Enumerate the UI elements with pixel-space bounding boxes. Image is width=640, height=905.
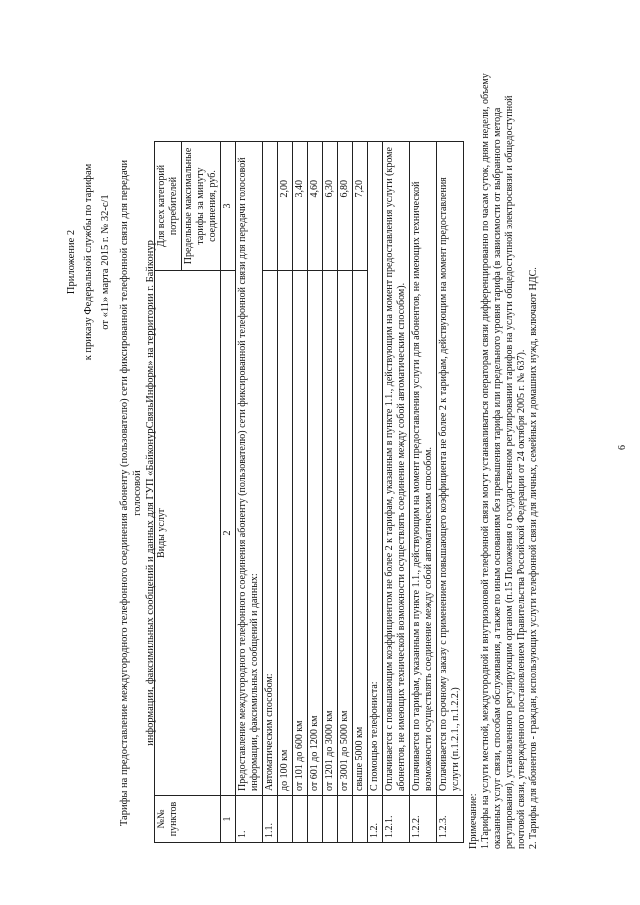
row-num: 1.2. bbox=[368, 796, 383, 843]
tariff-value: 6,30 bbox=[323, 142, 338, 271]
title-line-2: информации, факсимильных сообщений и данных для ГУП «БайконурСвязьИнформ» на территории г. Байконур bbox=[145, 240, 156, 746]
tariff-value: 3,40 bbox=[293, 142, 308, 271]
header-max-tariff: Предельные максимальные тарифы за минуту соединения, руб. bbox=[182, 142, 221, 271]
tariff-value: 4,60 bbox=[308, 142, 323, 271]
distance-label: от 101 до 600 км bbox=[293, 271, 308, 796]
header-num: №№ пунктов bbox=[155, 796, 221, 843]
tariff-value: 6,80 bbox=[338, 142, 353, 271]
table-row bbox=[338, 142, 353, 843]
table-header-row bbox=[155, 142, 182, 843]
notes-section bbox=[468, 59, 540, 849]
order-reference: к приказу Федеральной службы по тарифам bbox=[83, 163, 94, 361]
row-text: Оплачивается по тарифам, указанным в пункте 1.1., действующим на момент предоставления услуги для абонентов, не имеющих технической возможности осуществлять соединение между собой автоматическим способом. bbox=[410, 142, 437, 796]
header-services: Виды услуг bbox=[155, 271, 221, 796]
distance-label: до 100 км bbox=[278, 271, 293, 796]
row-text: Предоставление междугородного телефонного соединения абоненту (пользователю) сети фиксированной телефонной связи для передачи голосовой информации, факсимильных сообщений и данных: bbox=[236, 142, 263, 796]
header-number: 1 bbox=[221, 796, 236, 843]
table-row bbox=[368, 142, 383, 843]
row-num: 1.2.2. bbox=[410, 796, 437, 843]
header-number-row bbox=[221, 142, 236, 843]
document-header bbox=[63, 112, 114, 412]
distance-label: свыше 5000 км bbox=[353, 271, 368, 796]
row-num: 1. bbox=[236, 796, 263, 843]
row-num: 1.2.1. bbox=[383, 796, 410, 843]
note-2: 2. Тарифы для абонентов - граждан, использующих услуги телефонной связи для личных, семейных и домашних нужд, включают НДС. bbox=[528, 267, 539, 849]
tariff-value: 2,00 bbox=[278, 142, 293, 271]
table-row bbox=[236, 142, 263, 843]
page-title bbox=[118, 143, 157, 843]
table-row bbox=[278, 142, 293, 843]
table-row bbox=[293, 142, 308, 843]
row-text: Автоматическим способом: bbox=[263, 271, 278, 796]
table-row bbox=[353, 142, 368, 843]
table-row bbox=[410, 142, 437, 843]
table-row bbox=[437, 142, 464, 843]
distance-label: от 3001 до 5000 км bbox=[338, 271, 353, 796]
notes-heading: Примечание: bbox=[468, 793, 479, 849]
note-1: 1.Тарифы на услуги местной, междугородной и внутризоновой телефонной связи могут устанавливаться операторам связи дифференцированно по часам суток, дням недели, объему оказанных услуг связи, способам обслуживания, а также по иным основаниям без превышения тарифа или предельного уровня тарифа (в зависимости от выбранного метода регулирования), установленного регулирующим органом (п.15 Положения о государственном регулировании тарифов на услуги общедоступной электросвязи и общедоступной почтовой связи, утвержденного постановлением Правительства Российской Федерации от 24 октября 2005 г. № 637). bbox=[480, 73, 527, 849]
tariff-value: 7,20 bbox=[353, 142, 368, 271]
table-row bbox=[323, 142, 338, 843]
appendix-label: Приложение 2 bbox=[66, 229, 77, 295]
order-date: от «11» марта 2015 г. № 32-с/1 bbox=[100, 194, 111, 330]
row-num: 1.1. bbox=[263, 796, 278, 843]
header-number: 2 bbox=[221, 271, 236, 796]
title-line-1: Тарифы на предоставление междугородного телефонного соединения абоненту (пользователю) сети фиксированной телефонной связи для передачи голосовой bbox=[119, 159, 143, 827]
row-num: 1.2.3. bbox=[437, 796, 464, 843]
table-row bbox=[383, 142, 410, 843]
distance-label: от 601 до 1200 км bbox=[308, 271, 323, 796]
row-text: Оплачивается по срочному заказу с применением повышающего коэффициента не более 2 к тарифам, действующим на момент предоставления услуги (п.1.2.1., п.1.2.2.) bbox=[437, 142, 464, 796]
row-text: Оплачивается с повышающим коэффициентом не более 2 к тарифам, указанным в пункте 1.1., действующим на момент предоставления услуги (кроме абонентов, не имеющих технической возможности осуществлять соединение между собой автоматическим способом). bbox=[383, 142, 410, 796]
row-text: С помощью телефониста: bbox=[368, 142, 383, 796]
distance-label: от 1201 до 3000 км bbox=[323, 271, 338, 796]
header-all-consumers: Для всех категорий потребителей bbox=[155, 142, 182, 271]
header-number: 3 bbox=[221, 142, 236, 271]
tariff-table bbox=[154, 141, 464, 843]
table-row bbox=[263, 142, 278, 843]
table-row bbox=[308, 142, 323, 843]
page-number: 6 bbox=[617, 445, 628, 450]
